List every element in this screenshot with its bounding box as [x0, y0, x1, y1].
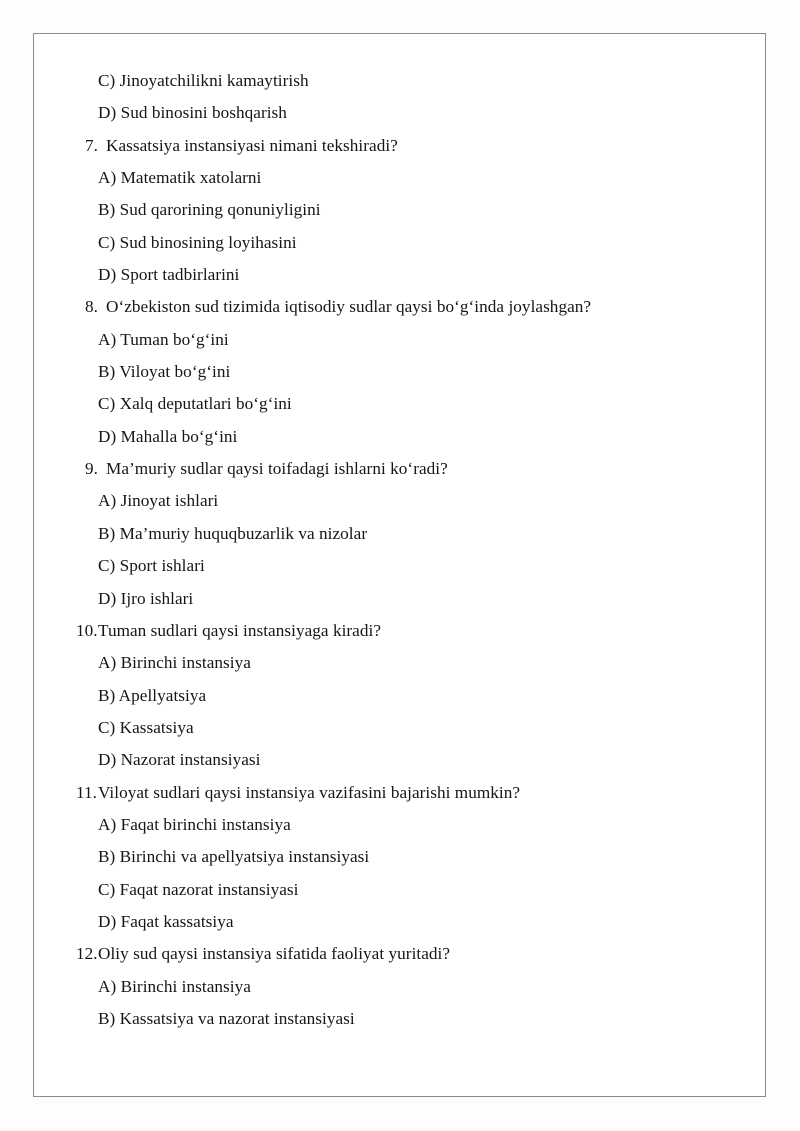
question-row [76, 777, 755, 809]
question-text: Kassatsiya instansiyasi nimani tekshiradi? [106, 135, 398, 155]
answer-option: D) Mahalla boʻgʻini [98, 426, 238, 446]
answer-option: A) Birinchi instansiya [98, 653, 251, 673]
answer-option: D) Faqat kassatsiya [98, 911, 234, 931]
answer-option: C) Faqat nazorat instansiyasi [98, 879, 299, 899]
answer-option: A) Jinoyat ishlari [98, 491, 219, 511]
answer-option: B) Kassatsiya va nazorat instansiyasi [98, 1008, 355, 1028]
question-text: Oʻzbekiston sud tizimida iqtisodiy sudlar qaysi boʻgʻinda joylashgan? [106, 297, 592, 317]
answer-option: B) Birinchi va apellyatsiya instansiyasi [98, 847, 370, 867]
answer-option: B) Sud qarorining qonuniyligini [98, 200, 321, 220]
answer-option: B) Apellyatsiya [98, 685, 207, 705]
document-body [76, 65, 755, 1035]
question-number: 8. [85, 297, 98, 317]
answer-option: A) Matematik xatolarni [98, 168, 262, 188]
answer-option: C) Sud binosining loyihasini [98, 232, 297, 252]
answer-option: B) Ma’muriy huquqbuzarlik va nizolar [98, 523, 368, 543]
answer-option: D) Nazorat instansiyasi [98, 750, 261, 770]
answer-option: C) Kassatsiya [98, 717, 194, 737]
question-row [76, 130, 755, 162]
answer-option: A) Faqat birinchi instansiya [98, 814, 291, 834]
question-row [76, 938, 755, 970]
answer-option: C) Jinoyatchilikni kamaytirish [98, 71, 309, 90]
question-text: Tuman sudlari qaysi instansiyaga kiradi? [98, 620, 382, 640]
answer-option: A) Tuman boʻgʻini [98, 329, 229, 349]
question-number: 9. [85, 459, 98, 479]
answer-option: A) Birinchi instansiya [98, 976, 251, 996]
answer-option: B) Viloyat boʻgʻini [98, 362, 231, 382]
answer-option: D) Sud binosini boshqarish [98, 103, 287, 123]
question-row [76, 291, 755, 323]
answer-option: C) Xalq deputatlari boʻgʻini [98, 394, 292, 414]
question-text: Oliy sud qaysi instansiya sifatida faoliyat yuritadi? [98, 944, 451, 964]
question-number: 10. [76, 620, 98, 640]
answer-option: C) Sport ishlari [98, 556, 205, 576]
answer-option: D) Sport tadbirlarini [98, 265, 240, 285]
question-number: 7. [85, 135, 98, 155]
question-text: Viloyat sudlari qaysi instansiya vazifasini bajarishi mumkin? [98, 782, 521, 802]
question-number: 11. [76, 782, 97, 802]
question-text: Ma’muriy sudlar qaysi toifadagi ishlarni koʻradi? [106, 459, 448, 479]
document-page [33, 33, 766, 1097]
question-number: 12. [76, 944, 98, 964]
answer-option: D) Ijro ishlari [98, 588, 194, 608]
question-row [76, 453, 755, 485]
question-row [76, 615, 755, 647]
